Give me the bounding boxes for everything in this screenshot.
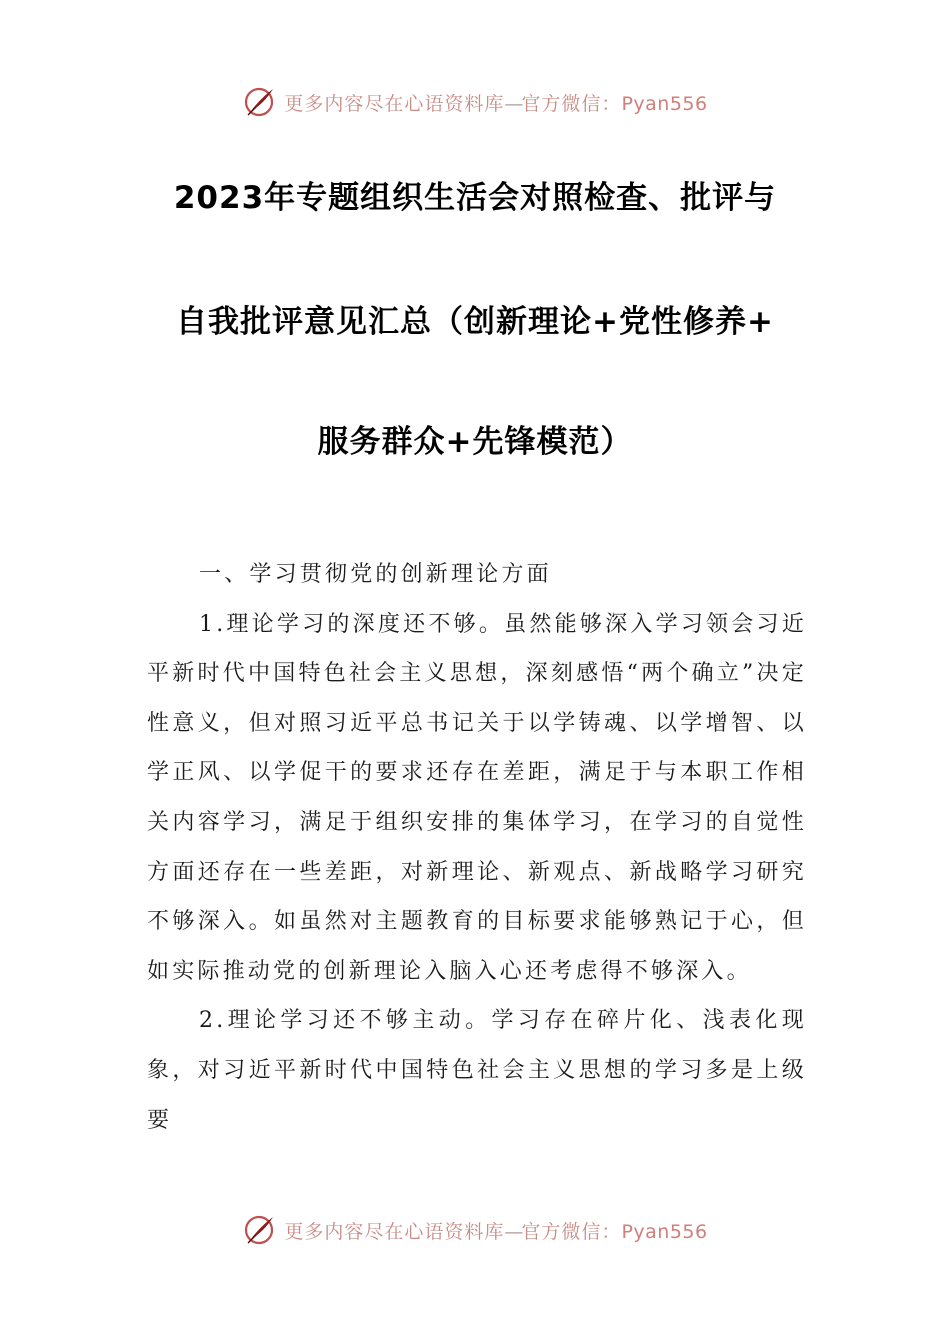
quill-pen-icon: [242, 1213, 276, 1247]
watermark-wechat-id: Pyan556: [621, 92, 708, 115]
paragraph-2: 2.理论学习还不够主动。学习存在碎片化、浅表化现象，对习近平新时代中国特色社会主义思想的学习多是上级要: [147, 1008, 807, 1133]
quill-pen-icon: [242, 85, 276, 119]
watermark-label: 官方微信：: [521, 92, 622, 115]
watermark-footer: [0, 1210, 950, 1250]
watermark-brand: 更多内容尽在心语资料库: [284, 92, 505, 115]
paragraph-1: 1.理论学习的深度还不够。虽然能够深入学习领会习近平新时代中国特色社会主义思想，深刻感悟“两个确立”决定性意义，但对照习近平总书记关于以学铸魂、以学增智、以学正风、以学促干的要求还存在差距，满足于与本职工作相关内容学习，满足于组织安排的集体学习，在学习的自觉性方面还存在一些差距，对新理论、新观点、新战略学习研究不够深入。如虽然对主题教育的目标要求能够熟记于心，但如实际推动党的创新理论入脑入心还考虑得不够深入。: [147, 611, 807, 984]
document-title-line-1: 2023年专题组织生活会对照检查、批评与: [173, 180, 777, 216]
watermark-separator: —: [504, 1220, 522, 1243]
watermark-header: [0, 82, 950, 122]
document-title-line-2: 自我批评意见汇总（创新理论+党性修养+: [176, 304, 774, 340]
watermark-text: [284, 1217, 707, 1244]
watermark-separator: —: [504, 92, 522, 115]
watermark-text: [284, 89, 707, 116]
document-body: [147, 550, 807, 1145]
watermark-brand: 更多内容尽在心语资料库: [284, 1220, 505, 1243]
watermark-label: 官方微信：: [521, 1220, 622, 1243]
document-title-line-3: 服务群众+先锋模范）: [317, 424, 633, 460]
watermark-wechat-id: Pyan556: [621, 1220, 708, 1243]
section-heading: 一、学习贯彻党的创新理论方面: [199, 562, 552, 587]
